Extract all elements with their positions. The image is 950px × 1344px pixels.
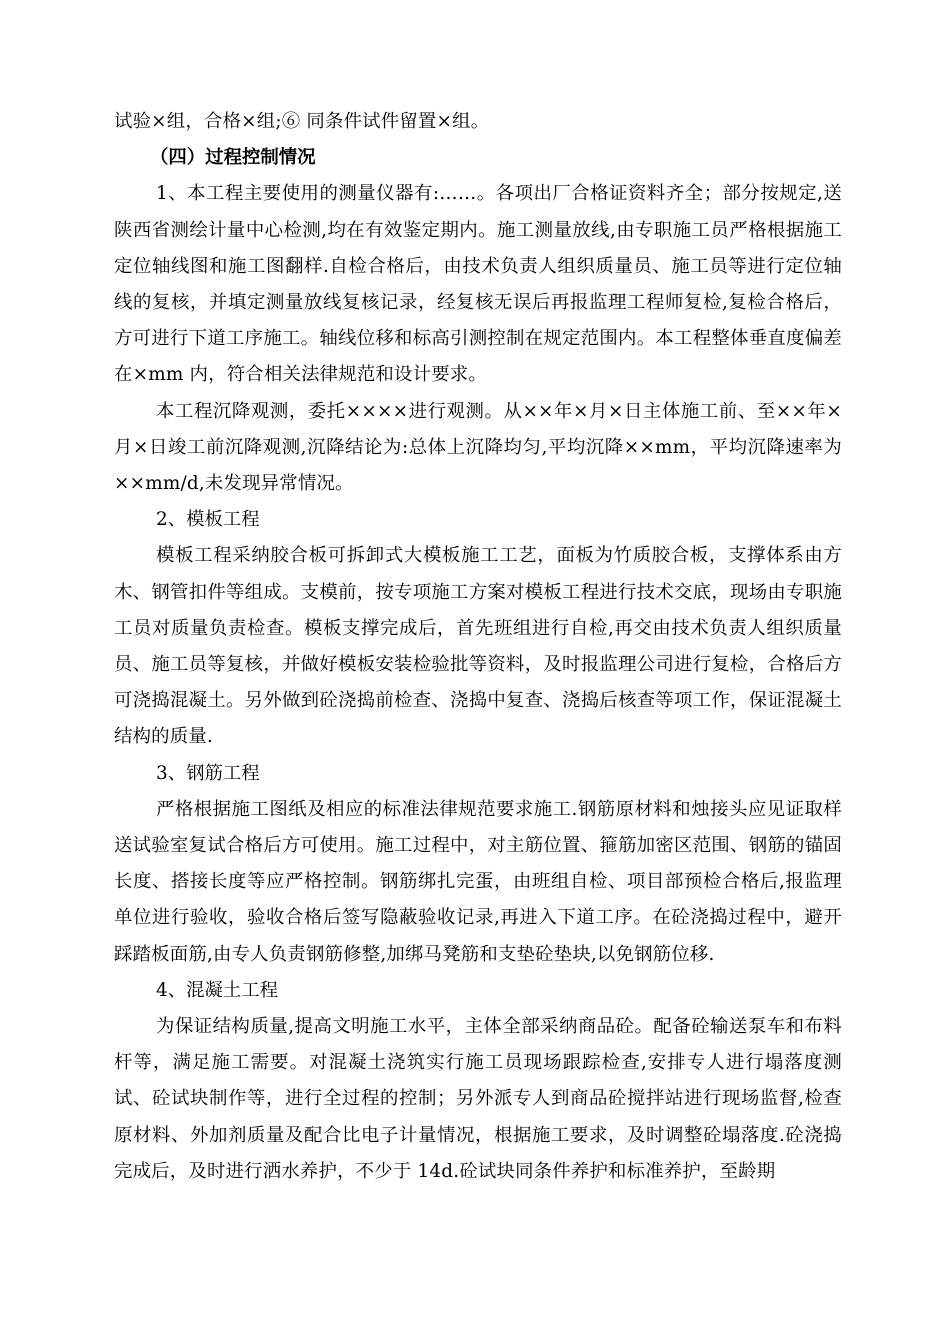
paragraph-rebar: 严格根据施工图纸及相应的标准法律规范要求施工.钢筋原材料和烛接头应见证取样送试验室复试合格后方可使用。施工过程中，对主筋位置、箍筋加密区范围、钢筋的锚固长度、搭接长度等应严格控制。钢筋绑扎完蛋，由班组自检、项目部预检合格后,报监理单位进行验收，验收合格后签写隐蔽验收记录,再进入下道工序。在砼浇捣过程中，避开踩踏板面筋,由专人负责钢筋修整,加绑马凳筋和支垫砼垫块,以免钢筋位移. [114, 798, 842, 965]
heading-rebar: 3、钢筋工程 [156, 762, 260, 784]
paragraph-formwork: 模板工程采纳胶合板可拆卸式大模板施工工艺，面板为竹质胶合板，支撑体系由方木、钢管扣件等组成。支模前，按专项施工方案对模板工程进行技术交底，现场由专职施工员对质量负责检查。模板支撑完成后，首先班组进行自检,再交由技术负责人组织质量员、施工员等复核，并做好模板安装检验批等资料，及时报监理公司进行复检，合格后方可浇捣混凝土。另外做到砼浇捣前检查、浇捣中复查、浇捣后核查等项工作，保证混凝土结构的质量. [114, 545, 842, 748]
paragraph-settlement: 本工程沉降观测，委托××××进行观测。从××年×月×日主体施工前、至××年×月×日竣工前沉降观测,沉降结论为:总体上沉降均匀,平均沉降××mm，平均沉降速率为××mm/d,未发现异常情况。 [114, 400, 842, 495]
heading-concrete: 4、混凝土工程 [156, 979, 279, 1001]
paragraph-survey: 1、本工程主要使用的测量仪器有:……。各项出厂合格证资料齐全；部分按规定,送陕西省测绘计量中心检测,均在有效鉴定期内。施工测量放线,由专职施工员严格根据施工定位轴线图和施工图翻样.自检合格后，由技术负责人组织质量员、施工员等进行定位轴线的复核，并填定测量放线复核记录，经复核无误后再报监理工程师复检,复检合格后，方可进行下道工序施工。轴线位移和标高引测控制在规定范围内。本工程整体垂直度偏差在×mm 内，符合相关法律规范和设计要求。 [114, 183, 842, 386]
heading-formwork: 2、模板工程 [156, 509, 260, 531]
paragraph-concrete: 为保证结构质量,提高文明施工水平，主体全部采纳商品砼。配备砼输送泵车和布料杆等，满足施工需要。对混凝土浇筑实行施工员现场跟踪检查,安排专人进行塌落度测试、砼试块制作等，进行全过程的控制；另外派专人到商品砼搅拌站进行现场监督,检查原材料、外加剂质量及配合比电子计量情况，根据施工要求，及时调整砼塌落度.砼浇捣完成后，及时进行洒水养护，不少于 14d.砼试块同条件养护和标准养护，至龄期 [114, 1016, 842, 1182]
intro-line: 试验×组，合格×组;⑥ 同条件试件留置×组。 [114, 111, 490, 132]
section-title: （四）过程控制情况 [150, 147, 316, 169]
